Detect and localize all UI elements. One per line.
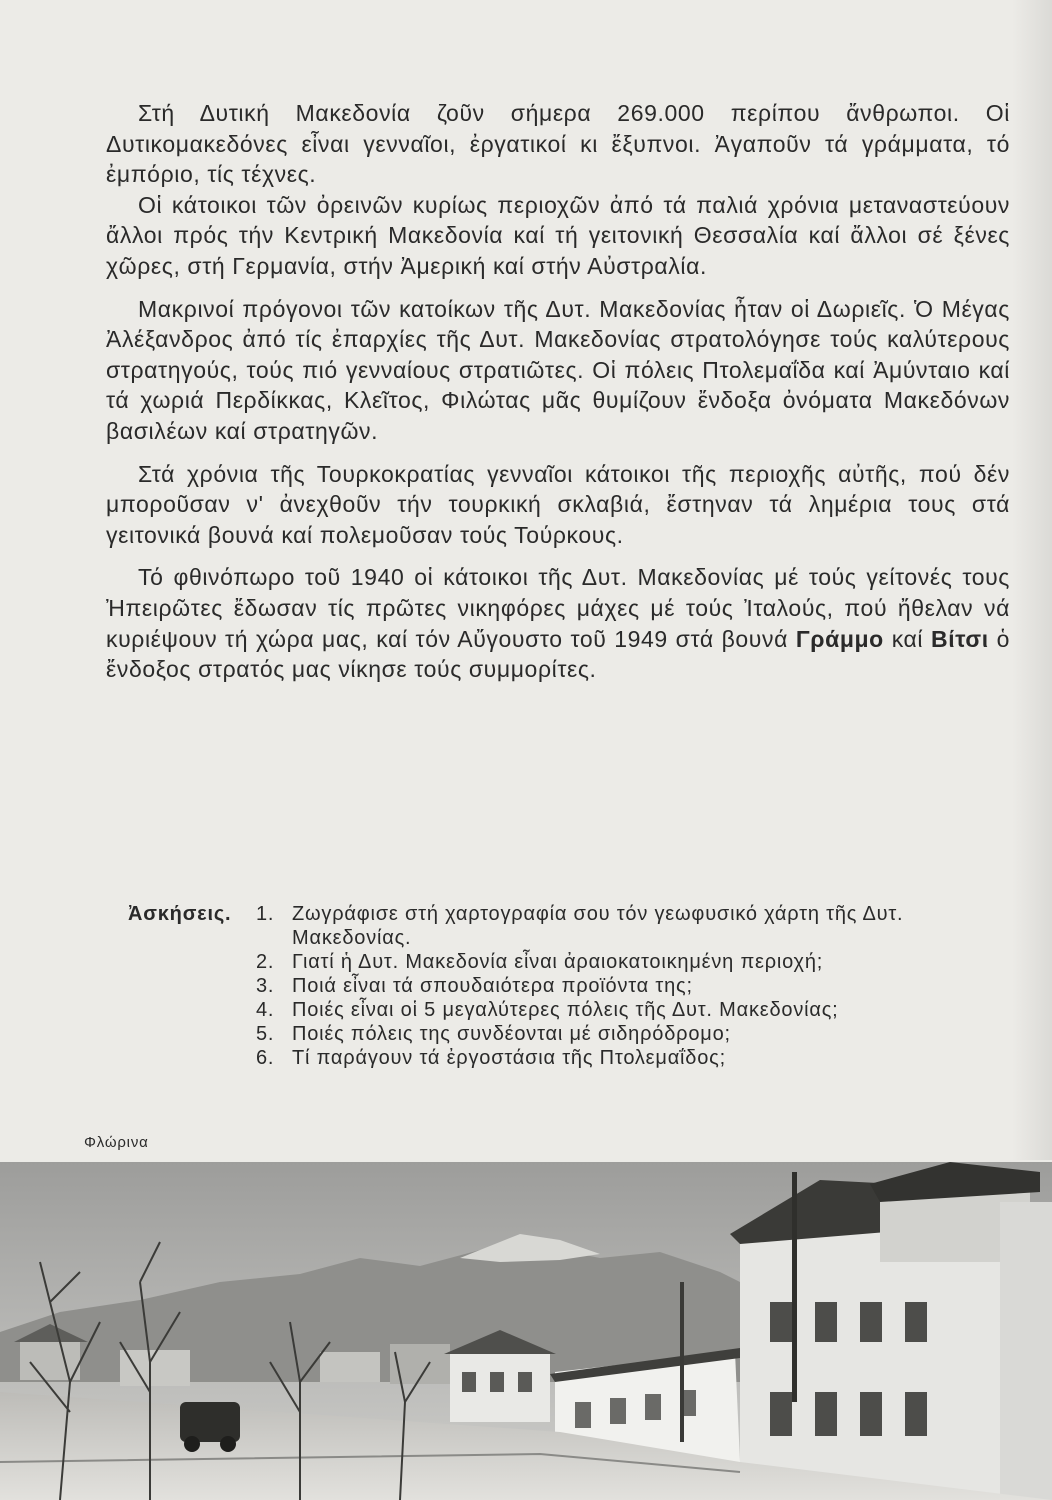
exercise-number: 2. [256, 951, 275, 973]
exercise-number: 5. [256, 1023, 275, 1045]
photo-illustration [0, 1162, 1052, 1500]
exercise-item [256, 902, 996, 950]
exercise-text: Τί παράγουν τά ἐργοστάσια τῆς Πτολεμαΐδος; [292, 1047, 726, 1069]
utility-pole [792, 1172, 797, 1402]
florina-street-photo [0, 1162, 1052, 1500]
old-car [180, 1402, 240, 1442]
paragraph-3: Μακρινοί πρόγονοι τῶν κατοίκων τῆς Δυτ. Μακεδονίας ἦταν οἱ Δωριεῖς. Ὁ Μέγας Ἀλέξανδρος ἀπό τίς ἐπαρχίες τῆς Δυτ. Μακεδονίας στρατολόγησε τούς καλύτερους στρατηγούς, τούς πιό γενναίους στρατιῶτες. Οἱ πόλεις Πτολεμαΐδα καί Ἀμύνταιο καί τά χωριά Περδίκκας, Κλεῖτος, Φιλώτας μᾶς θυμίζουν ἔνδοξα ὀνόματα Μακεδόνων βασιλέων καί στρατηγῶν. [106, 295, 1010, 444]
exercise-number: 4. [256, 999, 275, 1021]
exercise-item [256, 1046, 996, 1070]
photo-caption: Φλώρινα [84, 1134, 149, 1151]
exercises-title: Ἀσκήσεις. [128, 903, 232, 925]
paragraph-5 [106, 562, 1010, 684]
house-center [320, 1352, 380, 1382]
exercise-text: Γιατί ἡ Δυτ. Μακεδονία εἶναι ἀραιοκατοικημένη περιοχή; [292, 951, 824, 973]
page-gutter-shadow [1012, 0, 1052, 1160]
exercise-number: 3. [256, 975, 275, 997]
exercise-text: Ποιές πόλεις της συνδέονται μέ σιδηρόδρομο; [292, 1023, 731, 1045]
exercises-list [256, 902, 996, 1070]
exercise-number: 6. [256, 1047, 275, 1069]
paragraph-5-start: Τό φθινόπωρο τοῦ 1940 οἱ κάτοικοι τῆς Δυτ. Μακεδονίας μέ τούς γείτονές τους Ἠπειρῶτες ἔδωσαν τίς πρῶτες νικηφόρες μάχες μέ τούς Ἰταλούς, πού ἤθελαν νά κυριέψουν τή χώρα μας, καί τόν Αὔγουστο τοῦ 1949 στά βουνά [106, 564, 1010, 652]
exercise-item [256, 974, 996, 998]
house-left [20, 1340, 80, 1380]
paragraph-2: Οἱ κάτοικοι τῶν ὀρεινῶν κυρίως περιοχῶν ἀπό τά παλιά χρόνια μεταναστεύουν ἄλλοι πρός τήν Κεντρική Μακεδονία καί τή γειτονική Θεσσαλία καί ἄλλοι σέ ξένες χῶρες, στή Γερμανία, στήν Ἀμερική καί στήν Αὐστραλία. [106, 191, 1010, 279]
paragraph-5-end: ὁ ἔνδοξος στρατός μας νίκησε τούς συμμορίτες. [106, 625, 1011, 683]
exercise-item [256, 950, 996, 974]
main-text [106, 98, 1010, 697]
exercise-item [256, 1022, 996, 1046]
exercise-text: Ζωγράφισε στή χαρτογραφία σου τόν γεωφυσικό χάρτη τῆς Δυτ. Μακεδονίας. [292, 903, 904, 949]
corner-building [740, 1232, 1000, 1500]
paragraph-5-mid: καί [891, 625, 924, 652]
paragraph-1: Στή Δυτική Μακεδονία ζοῦν σήμερα 269.000 περίπου ἄνθρωποι. Οἱ Δυτικομακεδόνες εἶναι γενναῖοι, ἐργατικοί κι ἔξυπνοι. Ἀγαποῦν τά γράμματα, τό ἐμπόριο, τίς τέχνες. [106, 100, 1010, 188]
exercise-item [256, 998, 996, 1022]
exercise-text: Ποιά εἶναι τά σπουδαιότερα προϊόντα της; [292, 975, 693, 997]
bold-vitsi: Βίτσι [931, 625, 989, 652]
bold-grammos: Γράμμο [795, 625, 884, 652]
exercise-text: Ποιές εἶναι οἱ 5 μεγαλύτερες πόλεις τῆς Δυτ. Μακεδονίας; [292, 999, 839, 1021]
paragraph-4: Στά χρόνια τῆς Τουρκοκρατίας γενναῖοι κάτοικοι τῆς περιοχῆς αὐτῆς, πού δέν μποροῦσαν ν' ἀνεχθοῦν τήν τουρκική σκλαβιά, ἔστηναν τά λημέρια τους στά γειτονικά βουνά καί πολεμοῦσαν τούς Τούρκους. [106, 460, 1010, 548]
exercise-number: 1. [256, 903, 275, 925]
